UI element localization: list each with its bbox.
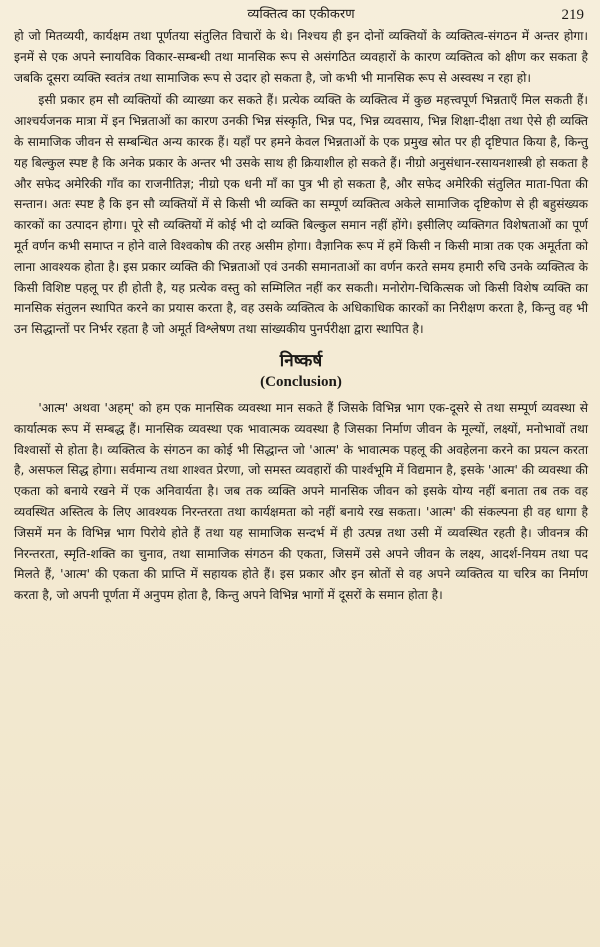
page-number: 219 bbox=[561, 7, 584, 23]
paragraph-conclusion: 'आत्म' अथवा 'अहम्' को हम एक मानसिक व्यवस्था मान सकते हैं जिसके विभिन्न भाग एक-दूसरे से तथा सम्पूर्ण व्यवस्था से कार्यात्मक रूप में सम्बद्ध हैं। मानसिक व्यवस्था एक भावात्मक व्यवस्था है जिसका निर्माण जीवन के मूल्यों, लक्ष्यों, मनोभावों तथा विश्वासों से होता है। व्यक्तित्व के संगठन का कोई भी सिद्धान्त जो 'आत्म' के भावात्मक पहलू की अवहेलना करने का प्रयत्न करता है, असफल सिद्ध होगा। सर्वमान्य तथा शाश्वत प्रेरणा, जो समस्त व्यवहारों की पार्श्वभूमि में विद्यमान है, इसके 'आत्म' की व्यवस्था की एकता को बनाये रखने में एक अनिवार्यता है। जब तक व्यक्ति अपने मानसिक जीवन को इसके योग्य नहीं बनाता तब तक वह व्यवस्थित अस्तित्व के लिए आवश्यक निरन्तरता तथा कार्यक्षमता को नहीं बनाये रख सकता। 'आत्म' की संकल्पना ही वह धागा है जिसमें मन के विभिन्न भाग पिरोये होते हैं तथा यह सामाजिक सन्दर्भ में ही उत्पन्न तथा उसी में व्यवस्थित रहती है। जीवनत्र की निरन्तरता, स्मृति-शक्ति का चुनाव, तथा सामाजिक संगठन की एकता, जिसमें उसे अपने जीवन के लक्ष्य, आदर्श-नियम तथा पद मिलते हैं, 'आत्म' की एकता की प्राप्ति में सहायक होते हैं। इस प्रकार और इन स्रोतों से वह अपने व्यक्तित्व या चरित्र का निर्माण करता है, जो अपनी पूर्णता में अनुपम होता है, किन्तु अपने विभिन्न भागों में दूसरों के समान होता है। bbox=[14, 400, 588, 603]
paragraph-continued: हो जो मितव्ययी, कार्यक्षम तथा पूर्णतया संतुलित विचारों के थे। निश्चय ही इन दोनों व्यक्तियों के व्यक्तित्व-संगठन में अन्तर होगा। इनमें से एक अपने स्नायविक विकार-सम्बन्धी तथा मानसिक रूप से असंगठित व्यवहारों के कारण व्यक्तित्व को क्षीण कर सकता है जबकि दूसरा व्यक्ति स्वतंत्र तथा सामाजिक रूप से उदार हो सकता है, जो कभी भी मानसिक रूप से अस्वस्थ न रहा हो। bbox=[14, 29, 588, 85]
chapter-title: व्यक्तित्व का एकीकरण bbox=[247, 7, 355, 22]
section-heading: निष्कर्ष bbox=[279, 350, 323, 371]
paragraph-hundred-individuals: इसी प्रकार हम सौ व्यक्तियों की व्याख्या कर सकते हैं। प्रत्येक व्यक्ति के व्यक्तित्व में कुछ महत्त्वपूर्ण भिन्नताएँ मिल सकती हैं। आश्चर्यजनक मात्रा में इन भिन्नताओं का कारण उनकी भिन्न संस्कृति, भिन्न पद, भिन्न व्यवसाय, भिन्न शिक्षा-दीक्षा तथा ऐसे ही व्यक्ति के सामाजिक जीवन से सम्बन्धित अन्य कारक हैं। यहाँ पर हमने केवल भिन्नताओं के एक प्रमुख स्रोत पर ही दृष्टिपात किया है, किन्तु यह बिल्कुल स्पष्ट है कि अनेक प्रकार के अन्तर भी उसके साथ ही क्रियाशील हो सकते हैं। नीग्रो अनुसंधान-रसायनशास्त्री हो सकता है और सफेद अमेरिकी गाँव का राजनीतिज्ञ; नीग्रो एक धनी माँ का पुत्र भी हो सकता है, और सफेद अमेरिकी संतुलित माता-पिता की सन्तान। अतः स्पष्ट है कि इन सौ व्यक्तियों में से किसी भी व्यक्ति का सम्पूर्ण व्यक्तित्व अकेले सामाजिक दृष्टिकोण से ही बहुसंख्यक कारकों का उत्पादन होगा। पूरे सौ व्यक्तियों में कोई भी दो व्यक्ति बिल्कुल समान नहीं होंगे। इसीलिए व्यक्तिगत विशेषताओं का पूर्ण मूर्त वर्णन कभी समाप्त न होने वाले विश्वकोष की तरह असीम होगा। वैज्ञानिक रूप में हमें किसी न किसी मात्रा तक एक अमूर्तता को लाना आवश्यक होता है। इस प्रकार व्यक्ति की भिन्नताओं एवं उनकी समानताओं का वर्णन करते समय हमारी रुचि उनके व्यक्तित्व के किसी विशिष्ट पहलू पर ही होती है, यह प्रत्येक वस्तु को सम्मिलित नहीं कर सकती। मनोरोग-चिकित्सक जो किसी विशेष व्यक्ति का मानसिक संतुलन स्थापित करने का प्रयास करता है, वह उसके व्यक्तित्व के अधिकाधिक कारकों का निरीक्षण करता है, किन्तु वह भी उन सिद्धान्तों पर निर्भर रहता है जो अमूर्त विश्लेषण तथा सांख्यकीय पुनर्परीक्षा द्वारा स्थापित है। bbox=[14, 93, 588, 337]
running-header bbox=[14, 4, 588, 26]
section-subheading: (Conclusion) bbox=[260, 373, 342, 390]
